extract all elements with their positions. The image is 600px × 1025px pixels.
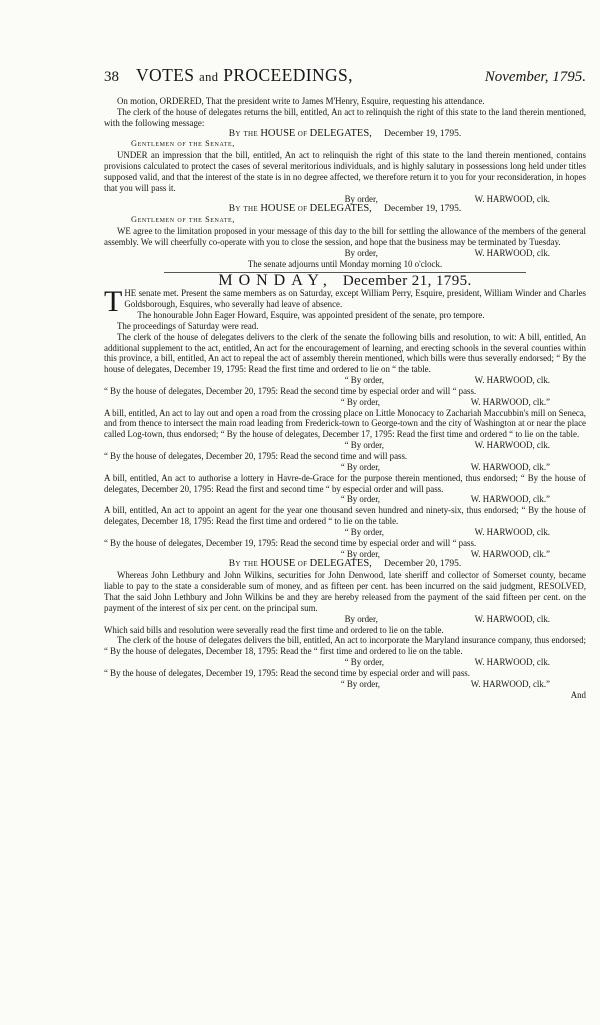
paragraph: A bill, entitled, An act to authorise a lottery in Havre-de-Grace for the purpose therein mentioned, thus endorsed; “ By the house of delegates, December 20, 1795: Read the first and second time “ by especial order and will pass. — [104, 472, 586, 494]
paragraph: “ By the house of delegates, December 19, 1795: Read the second time by especial order and will “ pass. — [104, 537, 477, 548]
house-heading: By the HOUSE of DELEGATES, December 20, 1795. — [228, 558, 462, 570]
house-heading: By the HOUSE of DELEGATES, December 19, 1795. — [228, 203, 462, 215]
paragraph: A bill, entitled, An act to appoint an agent for the year one thousand seven hundred and ninety-six, thus endorsed; “ By the house of delegates, December 18, 1795: Read the first time and ordered “ to lie on the table. — [104, 505, 586, 527]
paragraph: WE agree to the limitation proposed in your message of this day to the bill for settling the allowance of the members of the general assembly. We will cheerfully co-operate with you to close the session, and hope that the business may be terminated by Tuesday. — [104, 226, 586, 247]
running-header — [104, 65, 586, 96]
paragraph: THE senate met. Present the same members as on Saturday, except William Perry, Esquire, president, William Winder and Charles Goldsborough, Esquires, who severally had leave of absence. — [104, 285, 586, 319]
paragraph: The proceedings of Saturday were read. — [117, 320, 259, 331]
paragraph: Whereas John Lethbury and John Wilkins, securities for John Denwood, late sheriff and collector of Somerset county, became liable to pay to the state a considerable sum of money, and as fifteen per cent. has been incurred on the said judgment, RESOLVED, That the said John Lethbury and John Wilkins be and they are hereby released from the payment of the said fifteen per cent. on the payment of the interest of six per cent. on the principal sum. — [104, 570, 586, 613]
signature-line: “ By order, W. HARWOOD, clk. — [344, 526, 550, 537]
paragraph: The clerk of the house of delegates returns the bill, entitled, An act to relinquish the right of this state to the land therein mentioned, with the following message: — [104, 106, 586, 128]
signature-line: “ By order, W. HARWOOD, clk.” — [340, 678, 550, 689]
signature-line: “ By order, W. HARWOOD, clk.” — [340, 548, 550, 559]
salutation: Gentlemen of the Senate, — [131, 139, 235, 149]
paragraph: “ By the house of delegates, December 19, 1795: Read the second time by especial order and will pass. — [104, 667, 470, 678]
salutation: Gentlemen of the Senate, — [131, 215, 235, 225]
page-number: 38 — [104, 69, 119, 85]
signature-line: “ By order, W. HARWOOD, clk.” — [340, 494, 550, 505]
signature-line: “ By order, W. HARWOOD, clk. — [344, 657, 550, 668]
house-heading: By the HOUSE of DELEGATES, December 19, 1795. — [228, 127, 462, 139]
signature-line: By order, W. HARWOOD, clk. — [344, 613, 550, 624]
signature-line: “ By order, W. HARWOOD, clk. — [344, 440, 550, 451]
signature-line: “ By order, W. HARWOOD, clk.” — [340, 461, 550, 472]
paragraph: The honourable John Eager Howard, Esquire, was appointed president of the senate, pro tempore. — [137, 310, 485, 321]
paragraph: The clerk of the house of delegates delivers to the clerk of the senate the following bills and resolution, to wit: A bill, entitled, An additional supplement to the act, entitled, An act for the encouragement of learning, and erecting schools in the several counties within this province, a bill, entitled, An act to repeal the act of assembly therein mentioned, which bills were thus severally endorsed; “ By the house of delegates, December 19, 1795: Read the first time and ordered to lie on “ the table. — [104, 331, 586, 375]
day-heading: MONDAY, December 21, 1795. — [218, 271, 472, 289]
paragraph: Which said bills and resolution were severally read the first time and ordered to lie on the table. — [104, 624, 444, 635]
document-page — [104, 65, 586, 700]
running-date: November, 1795. — [484, 69, 586, 85]
paragraph: On motion, ORDERED, That the president write to James M'Henry, Esquire, requesting his attendance. — [117, 96, 485, 106]
signature-line: “ By order, W. HARWOOD, clk. — [344, 375, 550, 386]
paragraph: “ By the house of delegates, December 20, 1795: Read the second time by especial order and will “ pass. — [104, 385, 477, 396]
signature-line: By order, W. HARWOOD, clk. — [344, 247, 550, 258]
running-title: VOTES and PROCEEDINGS, — [136, 65, 353, 85]
paragraph: UNDER an impression that the bill, entitled, An act to relinquish the right of this state to the land therein mentioned, contains provisions calculated to protect the cases of several meritorious individuals, and is highly salutary in possessions long held under titles supposed valid, and that the interest of the state is in no degree affected, we therefore return it to you for your reconsideration, in hopes that you will pass it. — [104, 150, 586, 193]
drop-cap: T — [104, 285, 123, 319]
catchword: And — [570, 689, 586, 700]
paragraph: The clerk of the house of delegates delivers the bill, entitled, An act to incorporate the Maryland insurance company, thus endorsed; “ By the house of delegates, December 18, 1795: Read the “ first time and ordered to lie on the table. — [104, 635, 586, 657]
signature-line: “ By order, W. HARWOOD, clk.” — [340, 396, 550, 407]
adjournment-line: The senate adjourns until Monday morning 10 o'clock. — [247, 258, 443, 269]
paragraph: “ By the house of delegates, December 20, 1795: Read the second time and will pass. — [104, 451, 408, 461]
signature-line: By order, W. HARWOOD, clk. — [344, 193, 550, 204]
paragraph: A bill, entitled, An act to lay out and open a road from the crossing place on Little Monocacy to Zachariah Maccubbin's mill on Seneca, and from thence to intersect the main road leading from Frederick-town to George-town and the city of Washington at or near the place called Log-town, thus endorsed; “ By the house of delegates, December 17, 1795: Read the first time and ordered “ to lie on the table. — [104, 407, 586, 440]
